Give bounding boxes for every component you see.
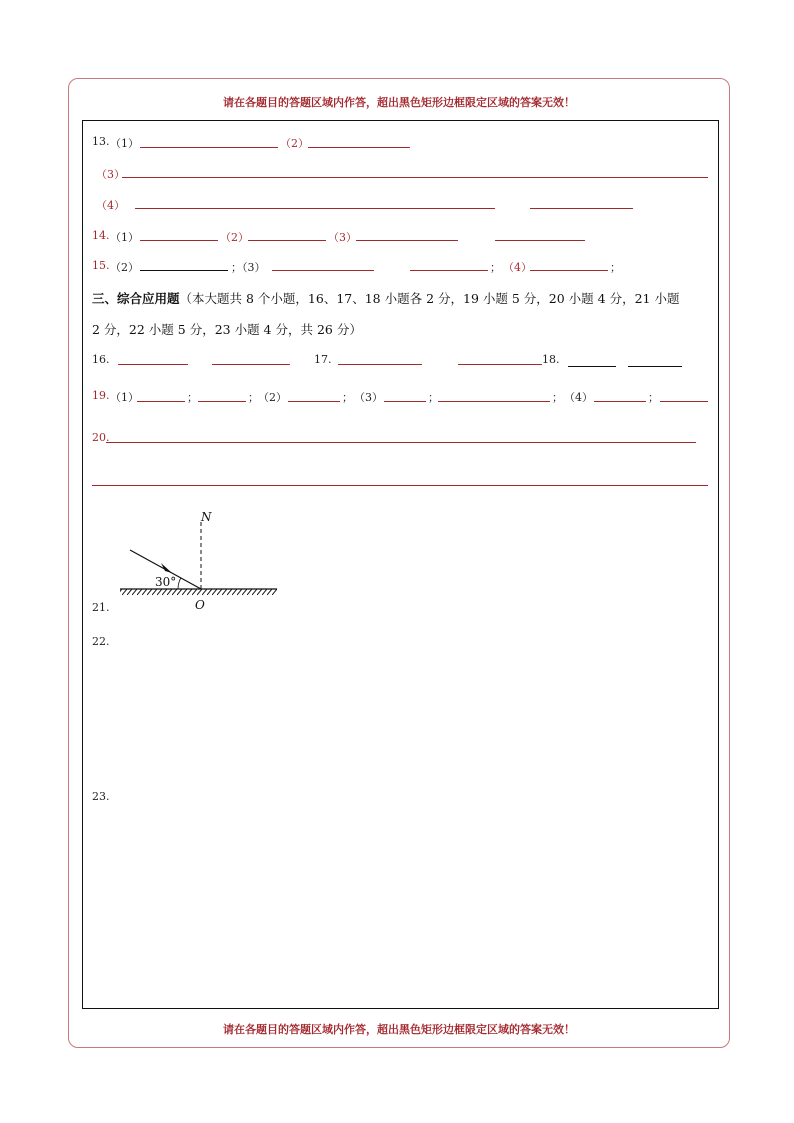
top-notice: 请在各题目的答题区域内作答，超出黑色矩形边框限定区域的答案无效！ [223, 96, 575, 109]
q13-part1-answer-line[interactable] [140, 147, 278, 148]
q19-part3-label: （3） [354, 391, 383, 404]
bottom-notice: 请在各题目的答题区域内作答，超出黑色矩形边框限定区域的答案无效！ [223, 1023, 575, 1036]
q15-part2-answer-line[interactable] [140, 270, 228, 271]
q17-answer-line-b[interactable] [458, 364, 542, 365]
q14-part3-label: （3） [328, 231, 357, 244]
q15-part4-answer-line[interactable] [530, 270, 608, 271]
q18-answer-line-b[interactable] [628, 366, 682, 367]
q15-part3-answer-line[interactable] [272, 270, 374, 271]
q13-part2-label: （2） [280, 137, 309, 150]
q19-semicolon-4: ； [428, 391, 439, 404]
q19-part1-answer-line-b[interactable] [198, 401, 246, 402]
q19-semicolon-2: ； [248, 391, 259, 404]
reflection-diagram [112, 505, 287, 615]
q19-semicolon-3: ； [342, 391, 353, 404]
q13-part1-label: （1） [110, 137, 139, 150]
q13-part3-label: （3） [96, 168, 125, 181]
q19-part4-label: （4） [564, 391, 593, 404]
q19-semicolon-5: ； [552, 391, 563, 404]
section3-description-2: 2 分，22 小题 5 分，23 小题 4 分，共 26 分） [92, 322, 362, 337]
q19-part4-answer-line-b[interactable] [660, 401, 708, 402]
q15-part2-label: （2） [110, 261, 139, 274]
q21-number: 21. [92, 601, 110, 614]
q14-part3-answer-line[interactable] [356, 240, 458, 241]
point-label: O [195, 598, 205, 612]
q19-part3-answer-line-b[interactable] [438, 401, 550, 402]
q19-part4-answer-line-a[interactable] [594, 401, 646, 402]
q20-answer-line-1[interactable] [106, 442, 696, 443]
q15-number: 15. [92, 259, 110, 272]
q19-part1-label: （1） [110, 391, 139, 404]
q15-end-semicolon: ； [610, 261, 621, 274]
q19-part2-answer-line[interactable] [288, 401, 340, 402]
q14-part1-label: （1） [110, 231, 139, 244]
q16-number: 16. [92, 353, 110, 366]
q17-number: 17. [314, 353, 332, 366]
angle-arc [178, 578, 181, 589]
q14-part2-answer-line[interactable] [248, 240, 326, 241]
q14-number: 14. [92, 229, 110, 242]
q22-answer-area[interactable] [92, 655, 708, 775]
q13-part2-answer-line[interactable] [308, 147, 410, 148]
angle-label: 30° [155, 575, 177, 589]
q23-answer-area[interactable] [92, 810, 708, 1000]
q18-number: 18. [542, 353, 560, 366]
section3-title: 三、综合应用题 [92, 291, 180, 306]
q19-semicolon-6: ； [648, 391, 659, 404]
q23-number: 23. [92, 790, 110, 803]
q19-part1-answer-line-a[interactable] [137, 401, 185, 402]
q14-extra-answer-line[interactable] [495, 240, 585, 241]
q20-number: 20. [92, 431, 110, 444]
normal-label: N [201, 510, 212, 524]
mirror-hatching [120, 589, 277, 595]
q16-answer-line-a[interactable] [118, 364, 188, 365]
q14-part1-answer-line[interactable] [140, 240, 218, 241]
q18-answer-line-a[interactable] [568, 366, 616, 367]
reflection-diagram-svg [112, 505, 287, 615]
q15-part3-answer-line-b[interactable] [410, 270, 488, 271]
section3-description-1: （本大题共 8 个小题，16、17、18 小题各 2 分，19 小题 5 分，20 小题 4 分，21 小题 [179, 291, 680, 306]
q22-number: 22. [92, 635, 110, 648]
q13-part4-label: （4） [96, 199, 125, 212]
q19-part2-label: （2） [258, 391, 287, 404]
q13-part4-answer-line-b[interactable] [530, 208, 633, 209]
q15-part4-label: （4） [503, 261, 532, 274]
q19-number: 19. [92, 389, 110, 402]
section3-heading-line1 [92, 289, 679, 307]
q15-part3-label: ；（3） [231, 261, 266, 274]
q13-number: 13. [92, 135, 110, 148]
q13-part4-answer-line-a[interactable] [135, 208, 495, 209]
q14-part2-label: （2） [220, 231, 249, 244]
q17-answer-line-a[interactable] [338, 364, 422, 365]
q20-answer-line-2[interactable] [92, 485, 708, 486]
q19-part3-answer-line-a[interactable] [384, 401, 426, 402]
q19-semicolon-1: ； [187, 391, 198, 404]
q15-semicolon: ； [490, 261, 501, 274]
q13-part3-answer-line[interactable] [122, 177, 708, 178]
q16-answer-line-b[interactable] [212, 364, 290, 365]
